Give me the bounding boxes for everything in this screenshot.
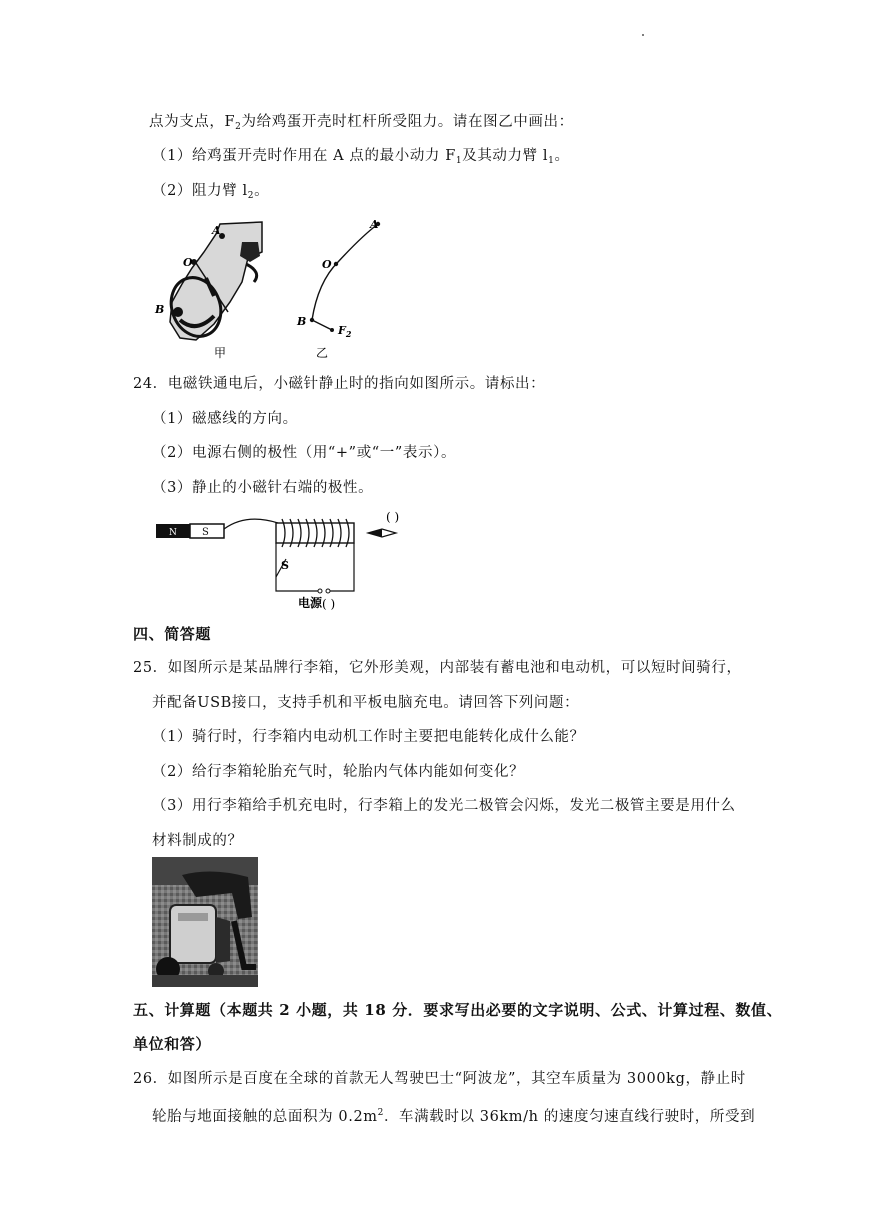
suitcase-photo [152,857,258,987]
text-line: 点为支点，$F_2$为给鸡蛋开壳时杠杆所受阻力。请在图乙中画出： [149,114,574,132]
label-B-jia: B [155,303,165,316]
text-line: 材料制成的？ [152,833,243,849]
text-line: （1）磁感线的方向。 [152,411,298,427]
label-O-jia: O [183,256,193,269]
power-source-bracket: ( ) [322,597,336,611]
section-heading-5: 五、计算题（本题共 2 小题，共 18 分．要求写出必要的文字说明、公式、计算过程、数值、 [133,1001,783,1019]
egg-opener-sketch [163,222,262,343]
text-line: （1）骑行时，行李箱内电动机工作时主要把电能转化成什么能？ [152,729,585,745]
force-F2-line [312,320,332,330]
solenoid-coil [282,519,349,547]
text-line: （2）阻力臂 $l_2$。 [152,183,270,201]
solenoid-core [276,523,354,543]
text-line: （2）给行李箱轮胎充气时，轮胎内气体内能如何变化？ [152,764,525,780]
label-O-yi: O [322,258,332,271]
question-25: 25．如图所示是某品牌行李箱，它外形美观，内部装有蓄电池和电动机，可以短时间骑行， [133,660,742,676]
svg-text:N: N [169,528,177,538]
text-line: （3）静止的小磁针右端的极性。 [152,480,374,496]
label-F2-yi: $F_2$ [338,324,352,339]
text-line: （3）用行李箱给手机充电时，行李箱上的发光二极管会闪烁，发光二极管主要是用什么 [152,798,736,814]
label-A-yi: A [370,218,379,231]
point-O [334,262,338,266]
text-line: 轮胎与地面接触的总面积为 $0.2m^2$．车满载时以 36km/h 的速度匀速直线行驶时，所受到 [152,1108,756,1125]
svg-text:S: S [281,559,289,572]
caption-yi: 乙 [316,346,329,360]
caption-jia: 甲 [214,346,227,360]
question-24: 24．电磁铁通电后，小磁针静止时的指向如图所示。请标出： [133,376,546,392]
section-heading-5-cont: 单位和答） [133,1035,212,1053]
lever-curve [312,224,378,320]
needle-bracket: ( ) [386,510,400,524]
text-line: （1）给鸡蛋开壳时作用在 A 点的最小动力 $F_1$及其动力臂 $l_1$。 [152,148,570,166]
page-marker [642,34,644,36]
question-26: 26．如图所示是百度在全球的首款无人驾驶巴士“阿波龙”，其空车质量为 3000kg，静止时 [133,1071,746,1087]
label-B-yi: B [297,315,307,328]
label-A-jia: A [212,224,221,237]
power-source-label: 电源 [298,596,323,610]
svg-text:S: S [202,527,209,538]
electromagnet-figure [150,505,440,615]
section-heading-4: 四、简答题 [133,625,212,643]
text-line: 并配备USB接口，支持手机和平板电脑充电。请回答下列问题： [152,695,580,711]
lever-figure [150,212,390,362]
text-line: （2）电源右侧的极性（用“+”或“一”表示）。 [152,445,457,461]
